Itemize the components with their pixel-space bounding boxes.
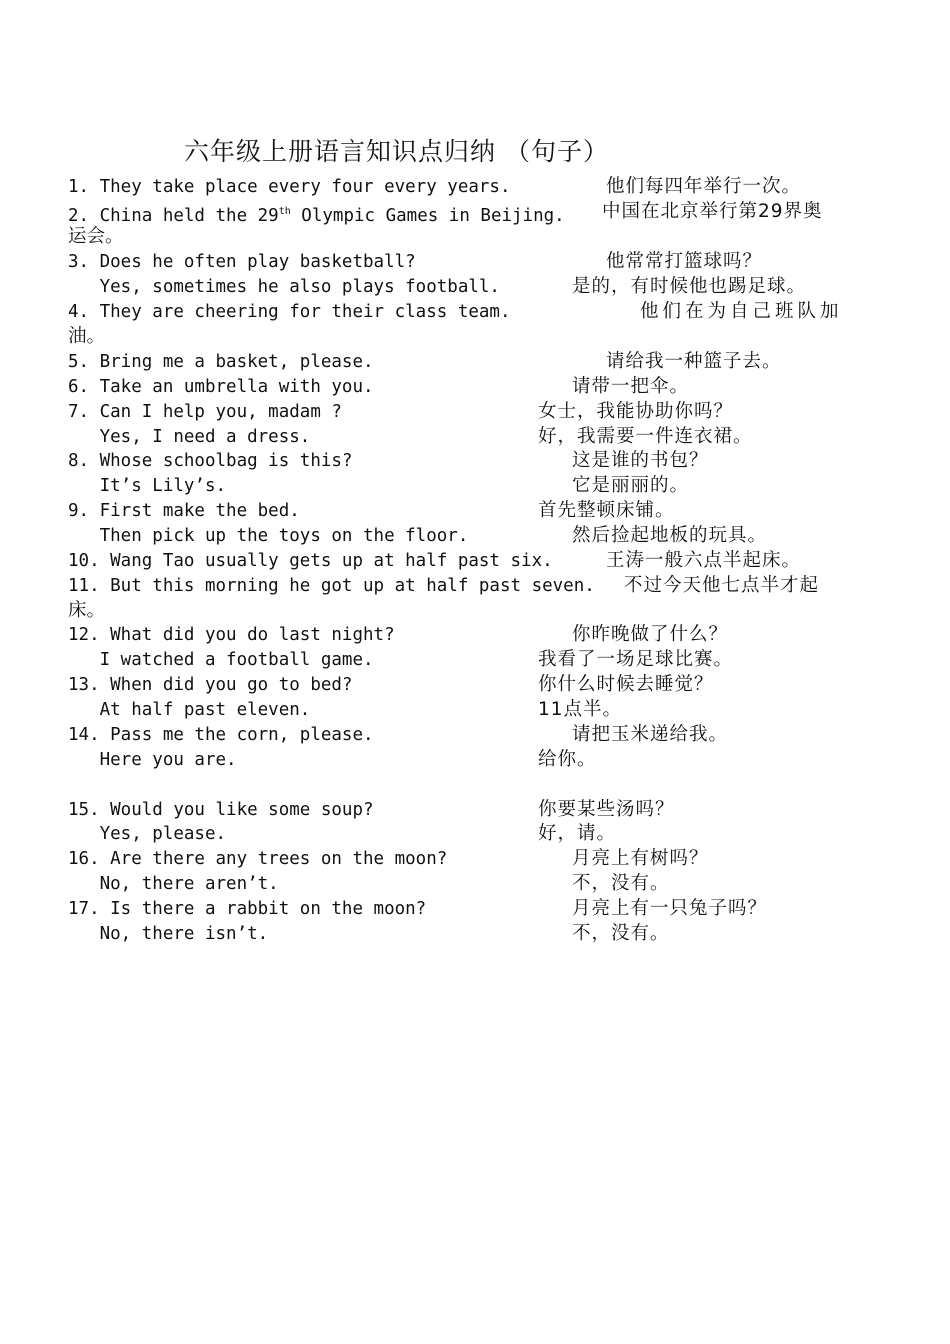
chinese-translation-wrap: 油。 [68,326,106,347]
chinese-translation: 不，没有。 [572,923,670,944]
chinese-translation: 请给我一种篮子去。 [606,351,782,372]
english-sentence: No, there aren’t. [68,874,279,894]
english-sentence: No, there isn’t. [68,924,269,944]
sentence-line [68,448,868,474]
english-sentence: 5. Bring me a basket, please. [68,352,374,372]
english-sentence: 15. Would you like some soup? [68,800,374,820]
sentence-line [68,548,868,574]
sentence-line [68,921,868,947]
sentence-line [68,249,868,275]
sentence-line [68,573,868,599]
english-sentence: 11. But this morning he got up at half past seven. [68,576,595,596]
chinese-translation: 你要某些汤吗？ [538,799,675,820]
english-sentence-part: Olympic Games in Beijing. [290,206,565,226]
chinese-translation: 好，我需要一件连衣裙。 [538,426,753,447]
chinese-translation: 他常常打篮球吗？ [606,251,763,272]
chinese-translation-wrap: 床。 [68,600,106,621]
sentence-line [68,498,868,524]
sentence-line [68,199,868,225]
english-sentence: 17. Is there a rabbit on the moon? [68,899,427,919]
sentence-line [68,374,868,400]
sentence-line [68,821,868,847]
chinese-translation: 好，请。 [538,823,617,844]
english-sentence: Yes, please. [68,824,227,844]
sentence-line [68,523,868,549]
sentence-line [68,747,868,773]
english-sentence: 9. First make the bed. [68,501,300,521]
chinese-translation: 请带一把伞。 [572,376,690,397]
english-sentence: Yes, sometimes he also plays football. [68,277,500,297]
sentence-line [68,647,868,673]
chinese-translation: 请把玉米递给我。 [572,724,729,745]
ordinal-suffix: th [278,206,291,217]
chinese-translation: 月亮上有树吗？ [572,848,709,869]
sentence-line [68,672,868,698]
sentence-line [68,274,868,300]
english-sentence: 7. Can I help you, madam ? [68,402,342,422]
chinese-translation: 首先整顿床铺。 [538,500,675,521]
chinese-translation: 他们每四年举行一次。 [606,176,802,197]
english-sentence: Yes, I need a dress. [68,427,311,447]
chinese-translation: 11点半。 [538,699,623,720]
sentence-line [68,622,868,648]
english-sentence: It’s Lily’s. [68,476,227,496]
page-title: 六年级上册语言知识点归纳 （句子） [184,137,609,166]
english-sentence: I watched a football game. [68,650,374,670]
english-sentence: 8. Whose schoolbag is this? [68,451,353,471]
english-sentence: 1. They take place every four every years. [68,177,511,197]
english-sentence: Then pick up the toys on the floor. [68,526,469,546]
chinese-translation: 不，没有。 [572,873,670,894]
english-sentence: 16. Are there any trees on the moon? [68,849,448,869]
sentence-line [68,473,868,499]
chinese-translation: 给你。 [538,749,597,770]
sentence-line [68,174,868,200]
english-sentence: 4. They are cheering for their class team. [68,302,511,322]
english-sentence: 12. What did you do last night? [68,625,395,645]
sentence-line [68,722,868,748]
sentence-line [68,424,868,450]
english-sentence: 13. When did you go to bed? [68,675,353,695]
english-sentence: 3. Does he often play basketball? [68,252,416,272]
chinese-translation: 中国在北京举行第29界奥 [602,201,823,222]
chinese-translation: 王涛一般六点半起床。 [606,550,802,571]
chinese-translation: 你什么时候去睡觉？ [538,674,714,695]
sentence-line [68,349,868,375]
sentence-line [68,871,868,897]
english-sentence [68,199,565,229]
sentence-line [68,896,868,922]
chinese-translation: 它是丽丽的。 [572,475,690,496]
sentence-line [68,697,868,723]
sentence-line [68,797,868,823]
chinese-translation: 女士，我能协助你吗？ [538,401,734,422]
chinese-translation: 他们在为自己班队加 [640,301,843,322]
english-sentence: 10. Wang Tao usually gets up at half past six. [68,551,553,571]
chinese-translation: 月亮上有一只兔子吗？ [572,898,768,919]
chinese-translation: 我看了一场足球比赛。 [538,649,734,670]
chinese-translation: 不过今天他七点半才起 [624,575,820,596]
english-sentence: 14. Pass me the corn, please. [68,725,374,745]
english-sentence-part: 2. China held the 29 [68,206,279,226]
sentence-line [68,299,868,325]
english-sentence: Here you are. [68,750,237,770]
chinese-translation: 是的，有时候他也踢足球。 [572,276,807,297]
english-sentence: At half past eleven. [68,700,311,720]
chinese-translation: 然后捡起地板的玩具。 [572,525,768,546]
chinese-translation: 你昨晚做了什么？ [572,624,729,645]
sentence-line [68,399,868,425]
english-sentence: 6. Take an umbrella with you. [68,377,374,397]
chinese-translation-wrap: 运会。 [68,226,124,247]
chinese-translation: 这是谁的书包？ [572,450,709,471]
sentence-line [68,846,868,872]
